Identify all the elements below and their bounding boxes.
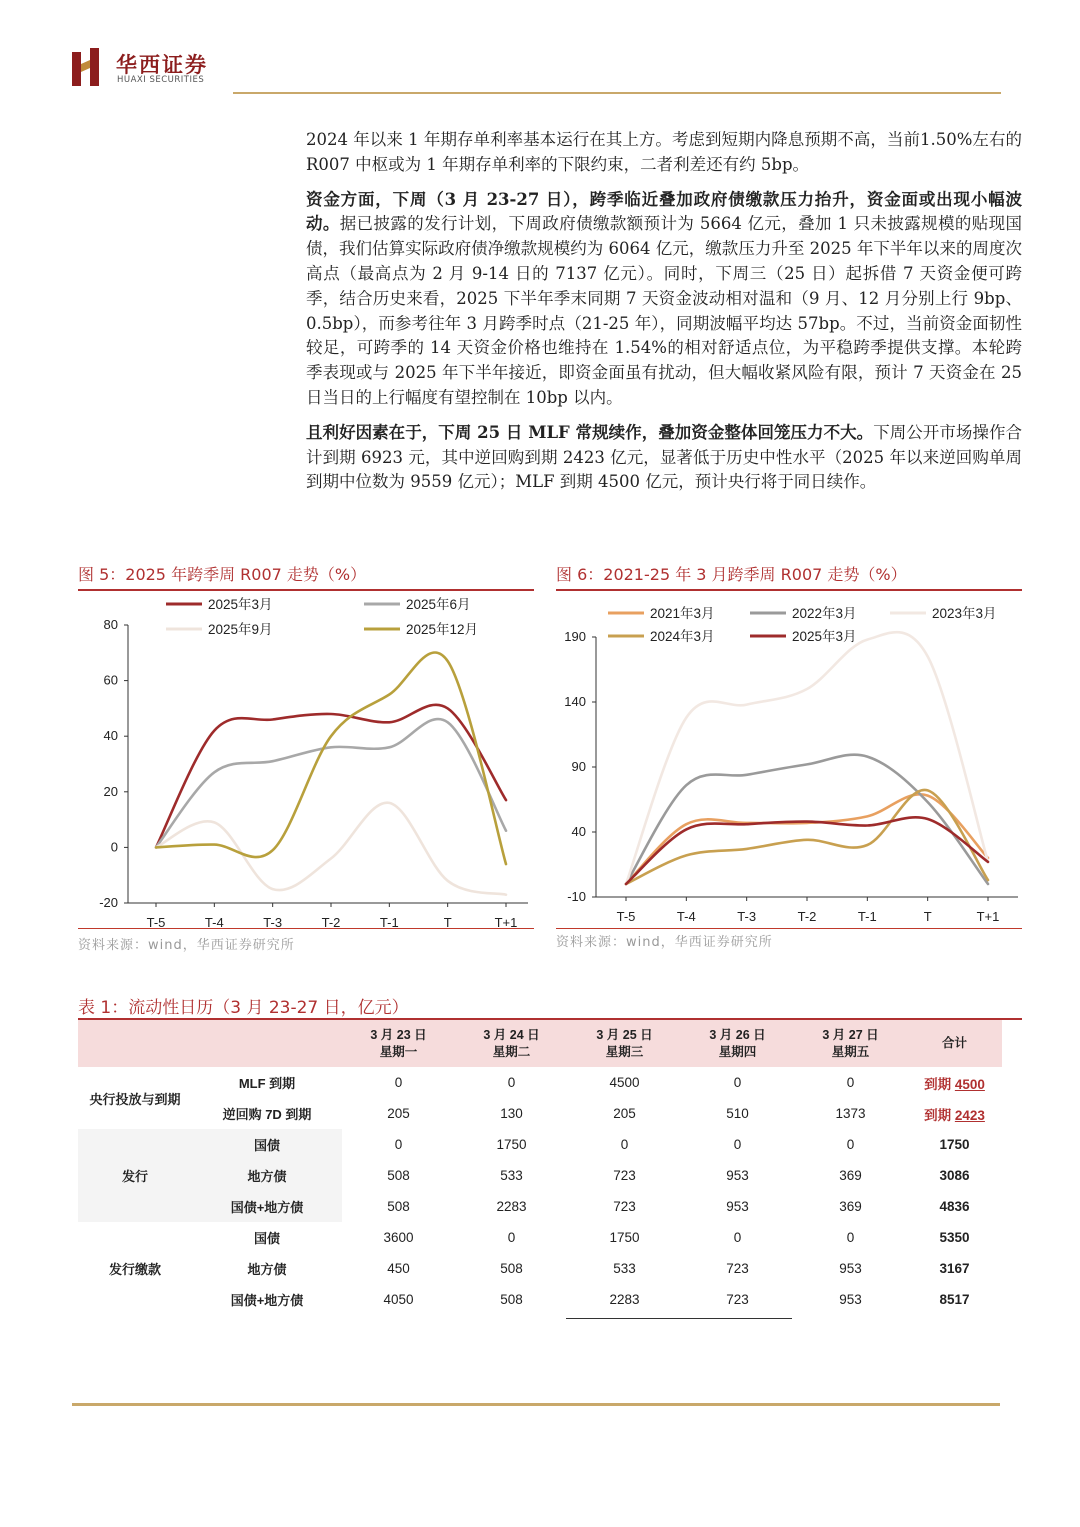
row-label: 国债 (253, 1231, 280, 1246)
row-total: 5350 (939, 1230, 970, 1245)
row-label: 国债 (192, 1129, 342, 1160)
x-tick-label: T-3 (263, 915, 283, 928)
table-cell: 0 (733, 1137, 742, 1152)
row-group-label: 发行缴款 (108, 1262, 161, 1277)
row-group-label: 央行投放与到期 (89, 1091, 181, 1107)
legend-label: 2025年3月 (792, 629, 857, 644)
table-cell: 723 (726, 1261, 749, 1276)
table-1-title: 表 1：流动性日历（3 月 23-27 日，亿元） (78, 998, 409, 1018)
table-row (78, 1284, 1002, 1315)
x-tick-label: T-4 (204, 915, 224, 928)
row-label: 国债+地方债 (230, 1293, 304, 1308)
table-cell: 953 (839, 1261, 862, 1276)
table-cell: 205 (387, 1106, 410, 1121)
x-tick-label: T-3 (737, 909, 757, 924)
table-cell: 510 (726, 1106, 749, 1121)
series-line-3 (156, 803, 506, 895)
x-tick-label: T-5 (616, 909, 636, 924)
table-cell: 0 (846, 1137, 855, 1152)
table-cell: 369 (839, 1199, 862, 1214)
figure-6-top-rule (556, 589, 1022, 591)
table-row (78, 1067, 1002, 1098)
table-cell: 723 (613, 1199, 636, 1214)
table-cell: 533 (500, 1168, 523, 1183)
footer-divider (72, 1403, 1000, 1406)
table-cell: 0 (733, 1230, 742, 1245)
series-line-3 (626, 632, 988, 884)
x-tick-label: T-4 (676, 909, 696, 924)
header-day-1: 3 月 23 日 星期一 (342, 1020, 455, 1067)
legend-label: 2022年3月 (792, 606, 857, 621)
row-label: 国债+地方债 (192, 1191, 342, 1222)
table-cell: 0 (394, 1075, 403, 1090)
row-label: MLF 到期 (238, 1076, 296, 1091)
y-tick-label: -20 (99, 895, 118, 910)
figure-6-title: 图 6：2021-25 年 3 月跨季周 R007 走势（%） (556, 565, 907, 584)
table-cell: 0 (733, 1075, 742, 1090)
table-row (78, 1222, 1002, 1253)
table-cell: 0 (846, 1075, 855, 1090)
figure-6-source: 资料来源：wind，华西证券研究所 (556, 935, 773, 950)
body-text (306, 128, 1022, 505)
figure-5-source: 资料来源：wind，华西证券研究所 (78, 938, 295, 953)
x-tick-label: T-1 (379, 915, 399, 928)
legend-label: 2024年3月 (650, 629, 715, 644)
table-cell: 723 (613, 1168, 636, 1183)
table-cell: 2283 (496, 1199, 527, 1214)
series-line-4 (626, 790, 988, 884)
legend-label: 2021年3月 (650, 606, 715, 621)
table-cell: 2283 (609, 1292, 640, 1307)
table-cell: 0 (846, 1230, 855, 1245)
table-cell: 205 (613, 1106, 636, 1121)
row-label: 逆回购 7D 到期 (222, 1107, 312, 1122)
table-cell: 4500 (609, 1075, 640, 1090)
huaxi-logo-icon (72, 48, 108, 86)
table-cell: 130 (500, 1106, 523, 1121)
table-row (78, 1098, 1002, 1129)
row-total: 8517 (939, 1292, 970, 1307)
y-tick-label: 90 (571, 759, 586, 774)
table-cell: 1750 (496, 1137, 527, 1152)
table-row (78, 1129, 1002, 1160)
header-day-3: 3 月 25 日 星期三 (568, 1020, 681, 1067)
table-cell: 1750 (609, 1230, 640, 1245)
table-cell: 4050 (383, 1292, 414, 1307)
x-tick-label: T (443, 915, 452, 928)
header-total: 合计 (907, 1020, 1002, 1067)
y-tick-label: 0 (110, 839, 118, 855)
x-tick-label: T (923, 909, 932, 924)
table-cell: 508 (500, 1261, 523, 1276)
figure-5-chart (78, 592, 534, 928)
legend-label: 2025年3月 (208, 597, 273, 612)
table-cell: 3600 (383, 1230, 414, 1245)
legend-label: 2025年12月 (406, 622, 479, 637)
paragraph-3: 且利好因素在于，下周 25 日 MLF 常规续作，叠加资金整体回笼压力不大。下周公开市场操作合计到期 6923 元，其中逆回购到期 2423 亿元，显著低于历史中性水平（2025 年以来逆回购单周到期中位数为 9559 亿元）；MLF 到期 4500 亿元，预计央行将于同日续作。 (306, 422, 1022, 492)
y-tick-label: 190 (564, 629, 586, 644)
x-tick-label: T+1 (976, 909, 1000, 924)
header-day-2: 3 月 24 日 星期二 (455, 1020, 568, 1067)
row-total: 到期 4500 (924, 1076, 985, 1092)
row-total: 1750 (939, 1137, 970, 1152)
figure-6-bottom-rule (556, 928, 1022, 929)
row-total: 3086 (939, 1168, 970, 1183)
table-cell: 508 (387, 1199, 410, 1214)
figure-5-top-rule (78, 589, 534, 591)
liquidity-calendar-table (78, 1020, 1002, 1315)
figure-6-chart (556, 592, 1022, 928)
table-cell: 723 (726, 1292, 749, 1307)
paragraph-1: 2024 年以来 1 年期存单利率基本运行在其上方。考虑到短期内降息预期不高，当前1.50%左右的 R007 中枢或为 1 年期存单利率的下限约束，二者利差还有约 5bp。 (306, 130, 1022, 174)
company-name-cn: 华西证券 (116, 52, 208, 77)
table-underline (566, 1318, 792, 1319)
table-row (78, 1191, 1002, 1222)
table-cell: 953 (726, 1199, 749, 1214)
table-cell: 0 (620, 1137, 629, 1152)
table-header-row (78, 1020, 1002, 1067)
table-cell: 0 (507, 1075, 516, 1090)
header-day-5: 3 月 27 日 星期五 (794, 1020, 907, 1067)
table-cell: 508 (387, 1168, 410, 1183)
paragraph-3-lead: 且利好因素在于，下周 25 日 MLF 常规续作，叠加资金整体回笼压力不大。 (306, 422, 874, 442)
row-total: 4836 (939, 1199, 970, 1214)
row-group-label: 发行 (78, 1129, 192, 1222)
table-cell: 0 (394, 1137, 403, 1152)
table-cell: 508 (500, 1292, 523, 1307)
legend-label: 2025年9月 (208, 622, 273, 637)
company-name-en: HUAXI SECURITIES (117, 75, 205, 85)
table-cell: 369 (839, 1168, 862, 1183)
table-cell: 1373 (835, 1106, 866, 1121)
figure-5-title: 图 5：2025 年跨季周 R007 走势（%） (78, 565, 367, 584)
paragraph-2-lead: 资金方面，下周（3 月 23-27 日），跨季临近叠加政府债缴款压力抬升，资金面或出现小幅波动。 (306, 189, 1022, 234)
figure-5-bottom-rule (78, 928, 534, 929)
header-divider (233, 92, 1001, 94)
row-label: 地方债 (247, 1262, 287, 1277)
series-line-4 (156, 652, 506, 864)
x-tick-label: T-1 (857, 909, 877, 924)
table-row (78, 1253, 1002, 1284)
table-row (78, 1160, 1002, 1191)
table-cell: 0 (507, 1230, 516, 1245)
series-line-2 (626, 755, 988, 884)
header-day-4: 3 月 26 日 星期四 (681, 1020, 794, 1067)
x-tick-label: T+1 (494, 915, 518, 928)
y-tick-label: 20 (103, 783, 118, 799)
table-cell: 533 (613, 1261, 636, 1276)
row-total: 到期 2423 (924, 1107, 985, 1123)
y-tick-label: 40 (571, 824, 586, 839)
legend-label: 2025年6月 (406, 597, 471, 612)
row-label: 地方债 (192, 1160, 342, 1191)
y-tick-label: 140 (564, 694, 586, 709)
table-cell: 450 (387, 1261, 410, 1276)
x-tick-label: T-2 (797, 909, 817, 924)
y-tick-label: 60 (103, 672, 118, 688)
x-tick-label: T-2 (321, 915, 341, 928)
y-tick-label: -10 (567, 889, 586, 904)
y-tick-label: 80 (103, 617, 118, 632)
x-tick-label: T-5 (146, 915, 166, 928)
company-logo (72, 48, 242, 92)
y-tick-label: 40 (103, 728, 118, 744)
table-cell: 953 (839, 1292, 862, 1307)
row-total: 3167 (939, 1261, 970, 1276)
table-cell: 953 (726, 1168, 749, 1183)
legend-label: 2023年3月 (932, 606, 997, 621)
paragraph-2: 资金方面，下周（3 月 23-27 日），跨季临近叠加政府债缴款压力抬升，资金面或出现小幅波动。据已披露的发行计划，下周政府债缴款额预计为 5664 亿元，叠加 1 只未披露规模的贴现国债，我们估算实际政府债净缴款规模约为 6064 亿元，缴款压力升至 2025 年下半年以来的周度次高点（最高点为 2 月 9-14 日的 7137 亿元）。同时，下周三（25 日）起拆借 7 天资金便可跨季，结合历史来看，2025 下半年季末同期 7 天资金波动相对温和（9 月、12 月分别上行 9bp、0.5bp），而参考往年 3 月跨季时点（21-25 年），同期波幅平均达 57bp。不过，当前资金面韧性较足，可跨季的 14 天资金价格也维持在 1.54%的相对舒适点位，为平稳跨季提供支撑。本轮跨季表现或与 2025 年下半年接近，即资金面虽有扰动，但大幅收紧风险有限，预计 7 天资金在 25 日当日的上行幅度有望控制在 10bp 以内。 (306, 189, 1023, 407)
